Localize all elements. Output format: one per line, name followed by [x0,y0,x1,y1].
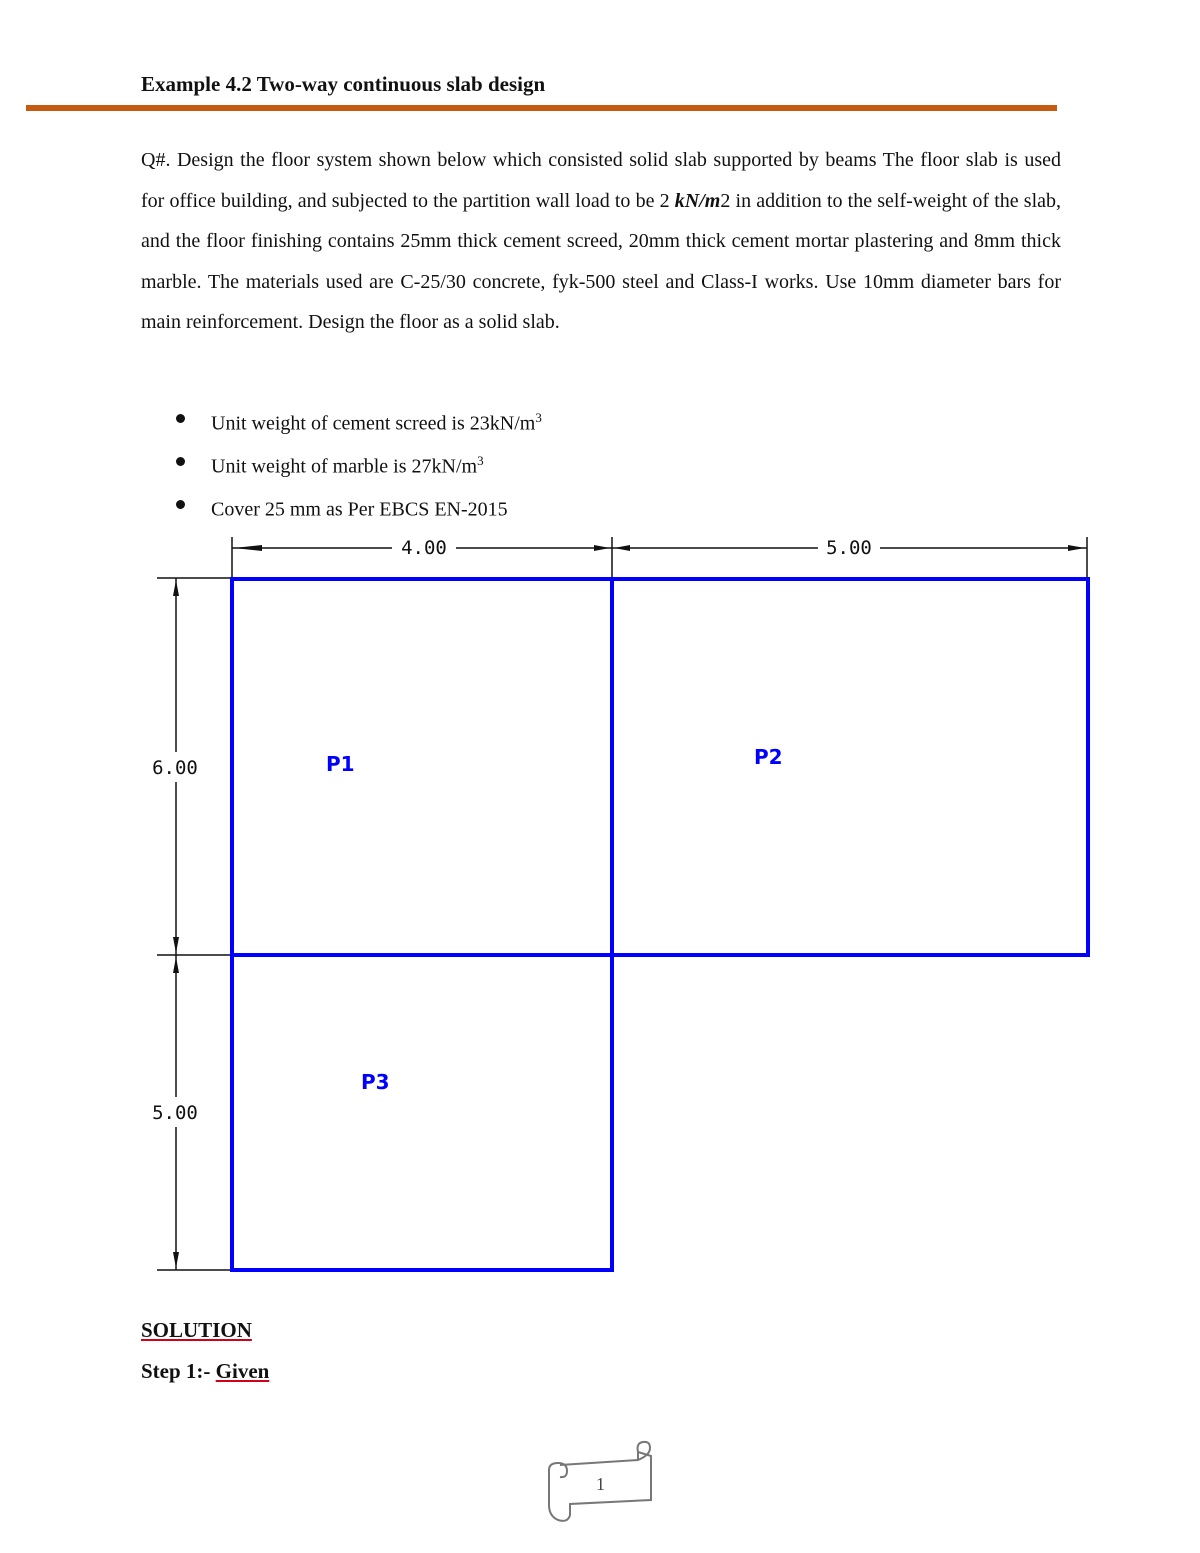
top-dimension [232,537,1087,577]
panel-label-p3: P3 [361,1070,390,1094]
statement-text-start: Q#. Design the floor system shown below which consisted solid slab supported by beams The floor slab is used for office building, and subjected to the partition wall load to be 2 [141,149,1061,212]
list-item: Cover 25 mm as Per EBCS EN-2015 [170,486,542,529]
dim-top-right: 5.00 [826,537,872,559]
page-number: 1 [596,1474,605,1494]
load-unit: kN/m [674,189,721,212]
panel-p2-outline [612,579,1088,955]
dim-left-upper: 6.00 [152,757,198,779]
dim-left-lower: 5.00 [152,1102,198,1124]
step-label: Given [215,1359,270,1383]
dim-top-left: 4.00 [401,537,447,559]
panel-p3-outline [232,955,612,1270]
statement-text-end: 2 in addition to the self-weight of the slab, and the floor finishing contains 25mm thick cement screed, 20mm thick cement mortar plastering and 8mm thick marble. The materials used are C-25/30 concrete, fyk-500 steel and Class-I works. Use 10mm diameter bars for main reinforcement. Design the floor as a solid slab. [141,189,1062,334]
slab-panels [232,579,1088,1270]
panel-p1-outline [232,579,612,955]
left-dimension [157,578,232,1270]
solution-heading: SOLUTION [141,1318,252,1342]
list-item: Unit weight of marble is $27kN/m^3$ [170,443,542,486]
panel-label-p2: P2 [754,745,783,769]
page-title: Example 4.2 Two-way continuous slab design [141,72,546,96]
list-item: Unit weight of cement screed is $23kN/m^3$ [170,400,542,443]
step-heading: Step 1:- Given [141,1359,270,1383]
panel-label-p1: P1 [326,752,355,776]
